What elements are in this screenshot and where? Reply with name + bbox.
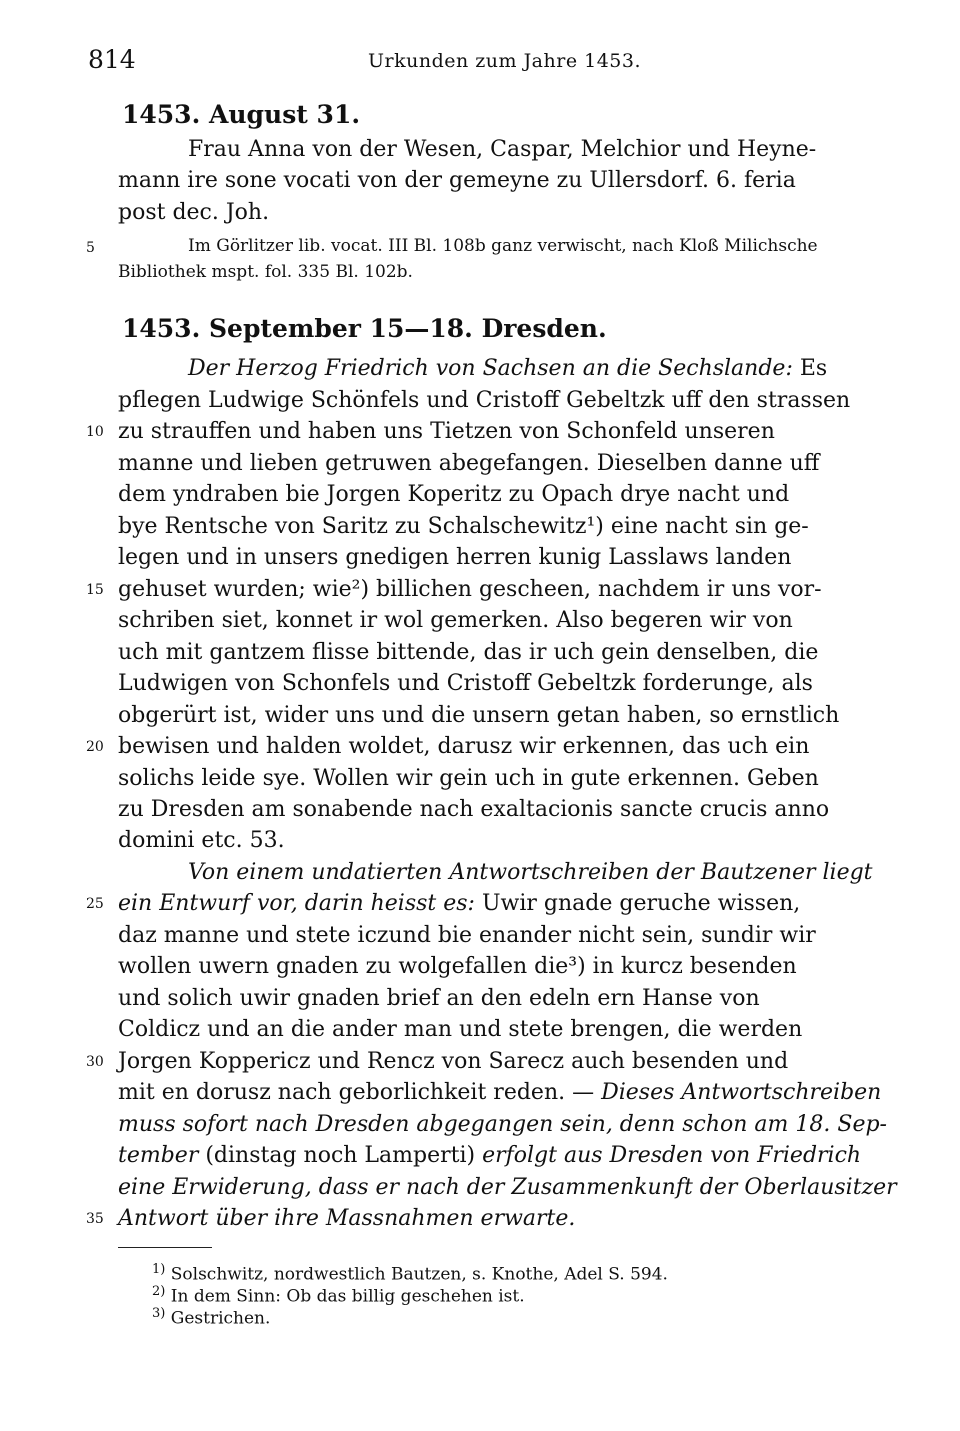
- footnote-rule: [118, 1247, 212, 1248]
- margin-line-number: 25: [86, 896, 104, 912]
- footnote-3: [152, 1306, 270, 1329]
- margin-line-number: 20: [86, 739, 104, 755]
- footnote-mark: 3): [152, 1306, 166, 1321]
- entry2-para2-italic: ein Entwurf vor, darin heisst es:: [118, 891, 475, 916]
- entry2-para2-line: Von einem undatierten Antwortschreiben der Bautzener liegt: [188, 860, 873, 885]
- margin-line-number: 30: [86, 1054, 104, 1070]
- entry2-para2-italic: erfolgt aus Dresden von Friedrich: [482, 1143, 862, 1168]
- entry2-para2-line: [118, 1080, 881, 1105]
- entry2-line: schriben siet, konnet ir wol gemerken. Also begeren wir von: [118, 608, 793, 633]
- entry2-para2-line: eine Erwiderung, dass er nach der Zusammenkunft der Oberlausitzer: [118, 1175, 897, 1200]
- entry2-para2-line: wollen uwern gnaden zu wolgefallen die³) in kurcz besenden: [118, 954, 797, 979]
- footnote-text: Gestrichen.: [170, 1308, 271, 1329]
- entry2-para2-line: und solich uwir gnaden brief an den edeln ern Hanse von: [118, 986, 760, 1011]
- entry1-heading: 1453. August 31.: [122, 100, 361, 129]
- running-head: Urkunden zum Jahre 1453.: [368, 50, 642, 72]
- entry2-para2-rest: (dinstag noch Lamperti): [198, 1143, 483, 1168]
- entry2-heading: 1453. September 15—18. Dresden.: [122, 314, 607, 343]
- entry2-line: zu Dresden am sonabende nach exaltacionis sancte crucis anno: [118, 797, 830, 822]
- entry2-para2-line: [118, 891, 800, 916]
- entry2-line: uch mit gantzem flisse bittende, das ir uch gein denselben, die: [118, 640, 819, 665]
- margin-line-number: 10: [86, 424, 104, 440]
- entry2-line: dem yndraben bie Jorgen Koperitz zu Opach drye nacht und: [118, 482, 790, 507]
- footnote-mark: 1): [152, 1262, 166, 1277]
- entry2-line: bye Rentsche von Saritz zu Schalschewitz¹) eine nacht sin ge-: [118, 514, 809, 539]
- footnote-text: Solschwitz, nordwestlich Bautzen, s. Knothe, Adel S. 594.: [170, 1264, 668, 1285]
- entry1-line: mann ire sone vocati von der gemeyne zu Ullersdorf. 6. feria: [118, 168, 796, 193]
- entry2-para2-line: Jorgen Koppericz und Rencz von Sarecz auch besenden und: [118, 1049, 789, 1074]
- entry2-para2-line: Antwort über ihre Massnahmen erwarte.: [118, 1206, 576, 1231]
- entry2-para2-line: [118, 1143, 861, 1168]
- entry2-line: Ludwigen von Schonfels und Cristoff Gebeltzk forderunge, als: [118, 671, 813, 696]
- page-number: 814: [88, 45, 136, 74]
- footnote-2: [152, 1284, 525, 1307]
- entry1-note-line: Im Görlitzer lib. vocat. III Bl. 108b ganz verwischt, nach Kloß Milichsche: [188, 236, 818, 256]
- entry2-para2-line: Coldicz und an die ander man und stete brengen, die werden: [118, 1017, 803, 1042]
- margin-line-number: 35: [86, 1211, 104, 1227]
- margin-line-number: 15: [86, 582, 104, 598]
- entry2-intro: [188, 356, 827, 381]
- margin-line-number: 5: [86, 240, 95, 256]
- entry2-para2-line: muss sofort nach Dresden abgegangen sein, denn schon am 18. Sep-: [118, 1112, 887, 1137]
- entry2-para2-rest: Uwir gnade geruche wissen,: [474, 891, 801, 916]
- entry2-line: gehuset wurden; wie²) billichen gescheen, nachdem ir uns vor-: [118, 577, 822, 602]
- entry2-line: domini etc. 53.: [118, 828, 285, 853]
- entry2-line: manne und lieben getruwen abegefangen. Dieselben danne uff: [118, 451, 820, 476]
- entry2-para2-line: daz manne und stete iczund bie enander nicht sein, sundir wir: [118, 923, 816, 948]
- entry2-line: obgerürt ist, wider uns und die unsern getan haben, so ernstlich: [118, 703, 840, 728]
- entry2-line: pflegen Ludwige Schönfels und Cristoff Gebeltzk uff den strassen: [118, 388, 851, 413]
- entry2-line: bewisen und halden woldet, darusz wir erkennen, das uch ein: [118, 734, 810, 759]
- entry2-para2-rest: mit en dorusz nach geborlichkeit reden. —: [118, 1080, 602, 1105]
- entry2-intro-italic: Der Herzog Friedrich von Sachsen an die Sechslande:: [188, 356, 793, 381]
- entry2-intro-rest: Es: [792, 356, 828, 381]
- entry2-para2-italic: Dieses Antwortschreiben: [601, 1080, 882, 1105]
- entry1-note-line: Bibliothek mspt. fol. 335 Bl. 102b.: [118, 262, 413, 282]
- footnote-mark: 2): [152, 1284, 166, 1299]
- entry1-line: Frau Anna von der Wesen, Caspar, Melchior und Heyne-: [188, 137, 817, 162]
- entry2-line: legen und in unsers gnedigen herren kunig Lasslaws landen: [118, 545, 792, 570]
- footnote-text: In dem Sinn: Ob das billig geschehen ist.: [170, 1286, 525, 1307]
- entry2-para2-italic: tember: [118, 1143, 199, 1168]
- entry2-line: zu strauffen und haben uns Tietzen von Schonfeld unseren: [118, 419, 775, 444]
- footnote-1: [152, 1262, 668, 1285]
- entry1-line: post dec. Joh.: [118, 200, 270, 225]
- entry2-line: solichs leide sye. Wollen wir gein uch in gute erkennen. Geben: [118, 766, 819, 791]
